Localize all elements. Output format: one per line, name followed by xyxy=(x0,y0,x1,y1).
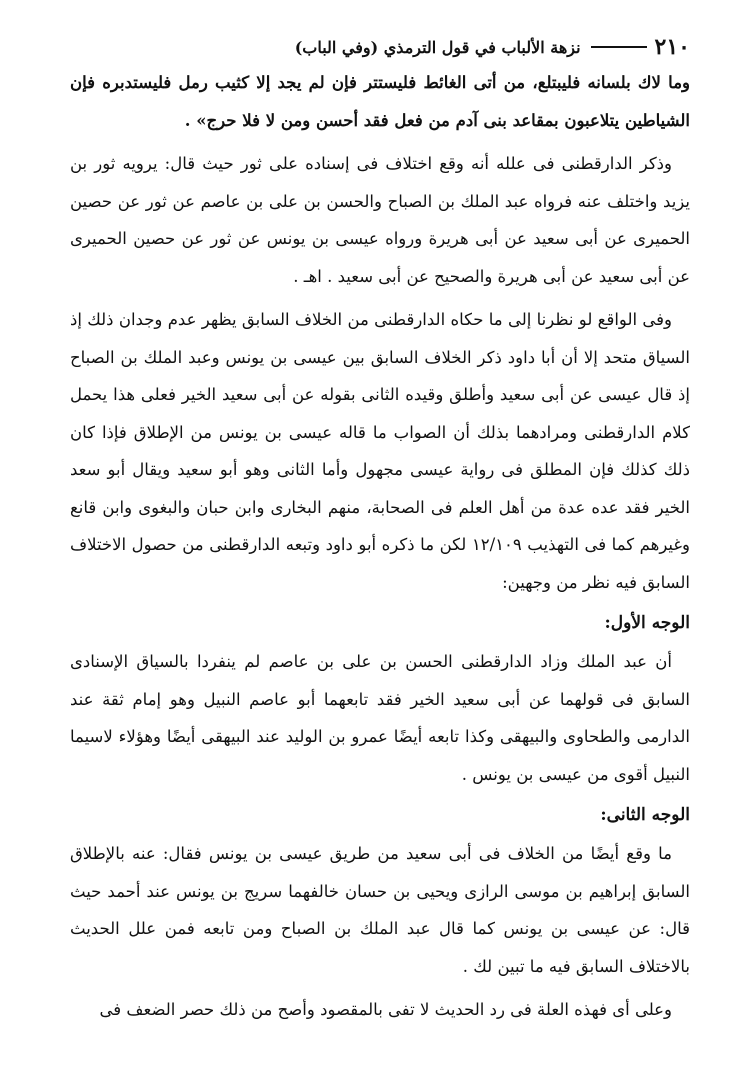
paragraph-first-aspect: أن عبد الملك وزاد الدارقطنى الحسن بن على بن عاصم لم ينفردا بالسياق الإسنادى السابق فى قولهما عن أبى سعيد الخير فقد تابعهما أبو عاصم النبيل وهو إمام ثقة عند الدارمى والطحاوى والبيهقى وكذا تابعه أيضًا عمرو بن الوليد عند البيهقى أيضًا وهؤلاء لاسيما النبيل أقوى من عيسى بن يونس . xyxy=(70,652,690,784)
paragraph-conclusion: وعلى أى فهذه العلة فى رد الحديث لا تفى بالمقصود وأصح من ذلك حصر الضعف فى xyxy=(99,1000,672,1019)
paragraph-second-aspect: ما وقع أيضًا من الخلاف فى أبى سعيد من طريق عيسى بن يونس فقال: عنه بالإطلاق السابق إبراهيم بن موسى الرازى ويحيى بن حسان خالفهما سريج بن يونس عند أحمد حيث قال: عن عيسى بن يونس كما قال عبد الملك بن الصباح ومن تابعه فمن علل الحديث بالاختلاف السابق فيه ما تبين لك . xyxy=(70,844,690,976)
section-heading-second: الوجه الثانى: xyxy=(600,805,690,825)
paragraph-daraqutni-ilal: وذكر الدارقطنى فى علله أنه وقع اختلاف فى إسناده على ثور حيث قال: يرويه ثور بن يزيد واختلف عنه فرواه عبد الملك بن الصباح والحسن بن على بن عاصم عن ثور عن حصين الحميرى عن أبى سعيد عن أبى هريرة ورواه عيسى بن يونس عن ثور عن حصين الحميرى عن أبى سعيد عن أبى هريرة والصحيح عن أبى سعيد . اهـ . xyxy=(70,154,690,286)
paragraph-analysis: وفى الواقع لو نظرنا إلى ما حكاه الدارقطنى من الخلاف السابق يظهر عدم وجدان ذلك إذ السياق متحد إلا أن أبا داود ذكر الخلاف السابق بين عيسى بن يونس وعبد الملك بن الصباح إذ قال عيسى عن أبى سعيد وأطلق وقيده الثانى بقوله عن أبى سعيد الخير فعلى هذا يحمل كلام الدارقطنى ومرادهما بذلك أن الصواب ما قاله عيسى بن يونس من الإطلاق فإذا كان ذلك كذلك فإن المطلق فى رواية عيسى مجهول وأما الثانى وهو أبو سعيد ويقال أبو سعد الخير فقد عده عدة من أهل العلم فى الصحابة، منهم البخارى وابن حبان والبغوى وابن قانع وغيرهم كما فى التهذيب ١٢/١٠٩ لكن ما ذكره أبو داود وتبعه الدارقطنى من حصول الاختلاف السابق فيه نظر من وجهين: xyxy=(70,310,690,592)
paragraph-hadith-quote: وما لاك بلسانه فليبتلع، من أتى الغائط فليستتر فإن لم يجد إلا كثيب رمل فليستدبره فإن الشياطين يتلاعبون بمقاعد بنى آدم من فعل فقد أحسن ومن لا فلا حرج» . xyxy=(70,73,690,130)
section-heading-first: الوجه الأول: xyxy=(604,613,690,633)
page-number: ٢١٠ xyxy=(654,34,690,60)
page-header xyxy=(70,30,690,64)
header-rule xyxy=(591,46,647,48)
book-page xyxy=(70,30,690,1040)
running-title: نزهة الألباب في قول الترمذي (وفي الباب) xyxy=(294,37,581,57)
